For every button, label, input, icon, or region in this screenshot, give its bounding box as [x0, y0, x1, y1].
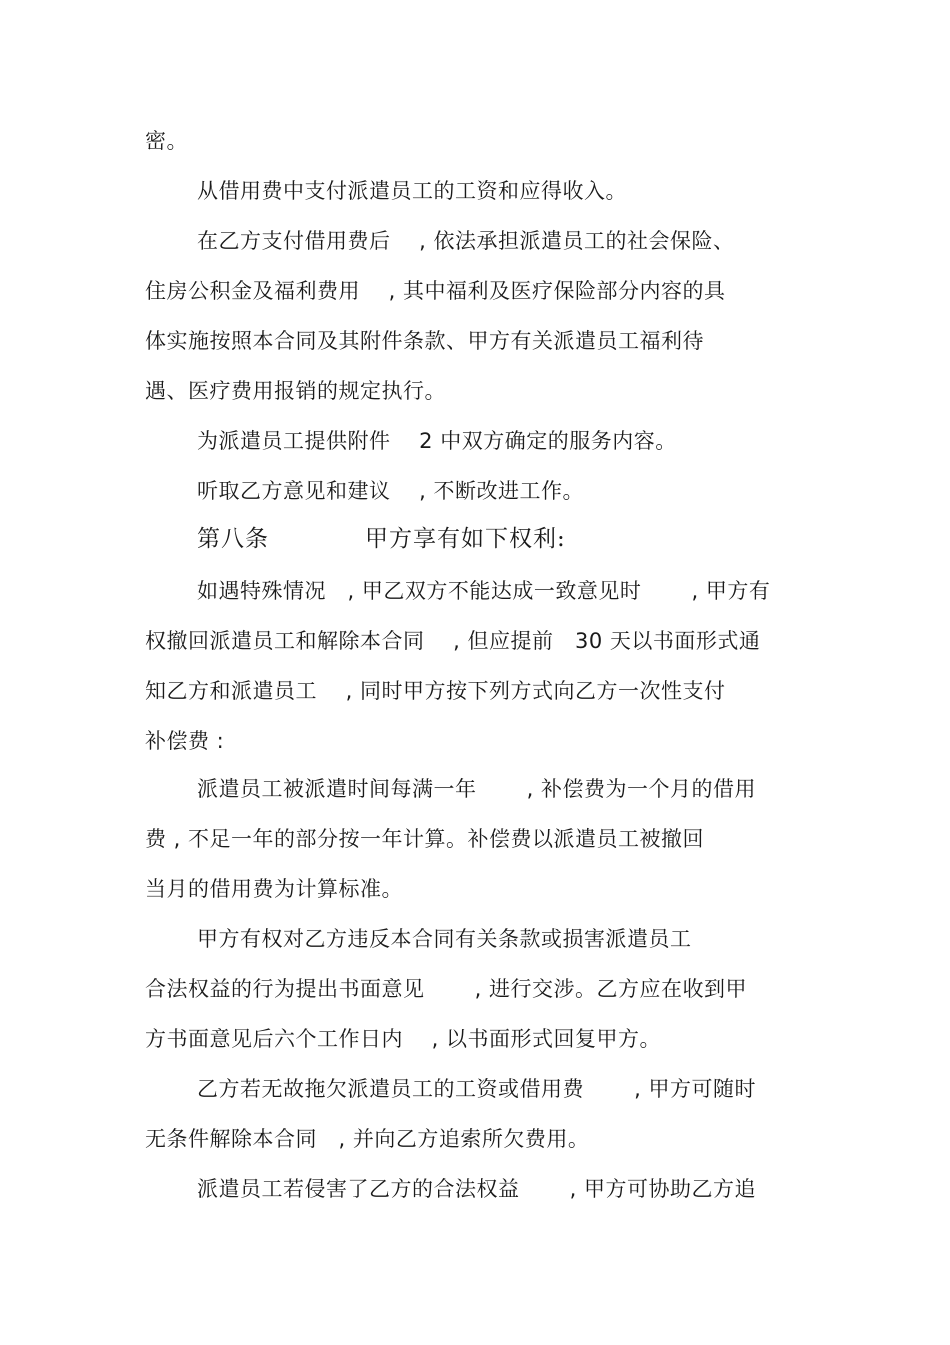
text-line: 乙方若无故拖欠派遣员工的工资或借用费 , 甲方可随时 — [197, 1077, 757, 1101]
text-line: 如遇特殊情况 , 甲乙双方不能达成一致意见时 , 甲方有 — [197, 579, 771, 603]
text-line: 密。 — [145, 129, 188, 153]
text-line: 派遣员工若侵害了乙方的合法权益 , 甲方可协助乙方追 — [197, 1177, 757, 1201]
text-line: 知乙方和派遣员工 , 同时甲方按下列方式向乙方一次性支付 — [145, 679, 726, 703]
text-line: 合法权益的行为提出书面意见 , 进行交涉。乙方应在收到甲 — [145, 977, 748, 1001]
text-line: 当月的借用费为计算标准。 — [145, 877, 403, 901]
text-line: 从借用费中支付派遣员工的工资和应得收入。 — [197, 179, 627, 203]
article-heading: 第八条 甲方享有如下权利: — [197, 526, 566, 552]
text-line: 费 , 不足一年的部分按一年计算。补偿费以派遣员工被撤回 — [145, 827, 705, 851]
text-line: 补偿费 : — [145, 729, 225, 753]
text-line: 在乙方支付借用费后 , 依法承担派遣员工的社会保险、 — [197, 229, 735, 253]
text-line: 遇、医疗费用报销的规定执行。 — [145, 379, 446, 403]
text-line: 派遣员工被派遣时间每满一年 , 补偿费为一个月的借用 — [197, 777, 757, 801]
text-line: 权撤回派遣员工和解除本合同 , 但应提前 30 天以书面形式通 — [145, 629, 761, 653]
text-line: 甲方有权对乙方违反本合同有关条款或损害派遣员工 — [197, 927, 692, 951]
text-line: 方书面意见后六个工作日内 , 以书面形式回复甲方。 — [145, 1027, 662, 1051]
text-line: 为派遣员工提供附件 2 中双方确定的服务内容。 — [197, 429, 677, 453]
text-line: 住房公积金及福利费用 , 其中福利及医疗保险部分内容的具 — [145, 279, 726, 303]
text-line: 体实施按照本合同及其附件条款、甲方有关派遣员工福利待 — [145, 329, 704, 353]
text-line: 无条件解除本合同 , 并向乙方追索所欠费用。 — [145, 1127, 590, 1151]
text-line: 听取乙方意见和建议 , 不断改进工作。 — [197, 479, 585, 503]
